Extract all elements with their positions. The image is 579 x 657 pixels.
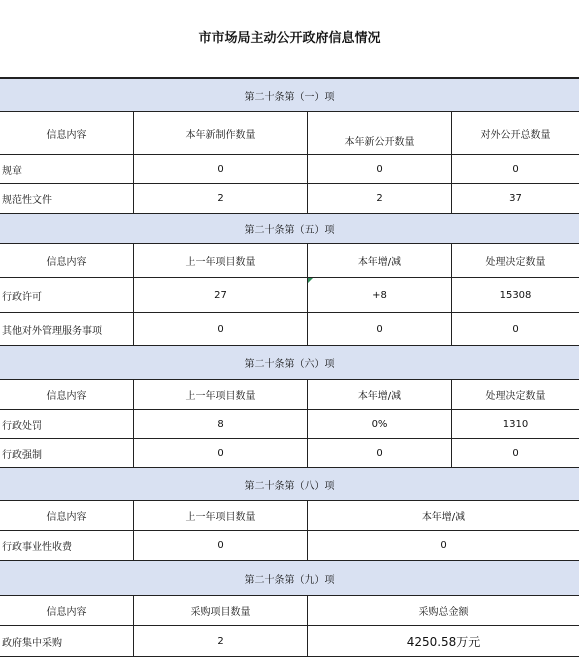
table-row	[0, 439, 579, 468]
table-cell: 15308	[499, 289, 532, 301]
column-header: 对外公开总数量	[480, 129, 551, 141]
section-heading-text: 第二十条第（九）项	[244, 574, 335, 586]
section-heading-text: 第二十条第（五）项	[244, 225, 335, 236]
cell-comment-marker-icon	[308, 278, 313, 283]
table-cell: 0	[134, 531, 308, 560]
column-header-row	[0, 596, 579, 626]
section-heading-text: 第二十条第（八）项	[244, 480, 335, 492]
table-cell: 0	[134, 155, 308, 183]
section-heading	[0, 214, 579, 244]
section-heading	[0, 77, 579, 112]
row-label: 规章	[0, 155, 134, 183]
row-label: 行政处罚	[0, 410, 134, 438]
table-cell: 0	[512, 447, 519, 459]
table-cell: 27	[134, 278, 308, 312]
column-header: 上一年项目数量	[134, 244, 308, 277]
column-header-row	[0, 501, 579, 531]
table-cell: +8	[308, 278, 452, 312]
row-label: 行政强制	[0, 439, 134, 467]
section-heading	[0, 346, 579, 380]
row-label: 行政许可	[0, 278, 134, 312]
table-row	[0, 531, 579, 561]
column-header-row	[0, 112, 579, 155]
table-row	[0, 410, 579, 439]
row-label: 规范性文件	[0, 184, 134, 213]
column-header: 本年增/减	[308, 380, 452, 409]
table-cell: 0	[134, 313, 308, 345]
table-cell: 0%	[308, 410, 452, 438]
table-cell: 0	[308, 313, 452, 345]
info-table	[0, 77, 579, 657]
column-header: 本年增/减	[308, 244, 452, 277]
table-cell: 1310	[502, 418, 529, 430]
column-header: 上一年项目数量	[134, 380, 308, 409]
row-label: 行政事业性收费	[0, 531, 134, 560]
table-cell: 2	[134, 626, 308, 656]
table-row	[0, 278, 579, 313]
column-header: 采购项目数量	[134, 596, 308, 625]
section-heading	[0, 468, 579, 501]
table-row	[0, 184, 579, 214]
column-header-row	[0, 380, 579, 410]
table-cell: 0	[308, 439, 452, 467]
column-header: 处理决定数量	[485, 391, 546, 402]
column-header: 采购总金额	[418, 607, 469, 618]
row-label: 政府集中采购	[0, 626, 134, 656]
table-row	[0, 155, 579, 184]
table-cell: 0	[512, 323, 519, 335]
table-cell: 0	[134, 439, 308, 467]
column-header: 本年新制作数量	[134, 112, 308, 154]
column-header: 信息内容	[0, 501, 134, 530]
table-cell: 2	[308, 184, 452, 213]
column-header: 信息内容	[0, 244, 134, 277]
column-header: 处理决定数量	[485, 257, 546, 268]
row-label: 其他对外管理服务事项	[0, 313, 134, 345]
column-header: 信息内容	[0, 596, 134, 625]
table-cell: 0	[308, 155, 452, 183]
table-cell: 8	[134, 410, 308, 438]
table-cell: 0	[512, 163, 519, 175]
table-cell: 4250.58万元	[406, 634, 481, 649]
table-cell: 2	[134, 184, 308, 213]
column-header: 信息内容	[0, 112, 134, 154]
column-header: 上一年项目数量	[134, 501, 308, 530]
column-header: 本年新公开数量	[308, 112, 452, 154]
column-header: 本年增/减	[421, 512, 466, 523]
table-row	[0, 313, 579, 346]
table-cell: 0	[440, 540, 447, 551]
section-heading	[0, 561, 579, 596]
table-row	[0, 626, 579, 657]
section-heading-text: 第二十条第（一）项	[244, 91, 335, 103]
table-cell: 37	[509, 193, 522, 204]
page-title: 市市场局主动公开政府信息情况	[198, 31, 381, 46]
column-header: 信息内容	[0, 380, 134, 409]
section-heading-text: 第二十条第（六）项	[244, 359, 335, 370]
column-header-row	[0, 244, 579, 278]
